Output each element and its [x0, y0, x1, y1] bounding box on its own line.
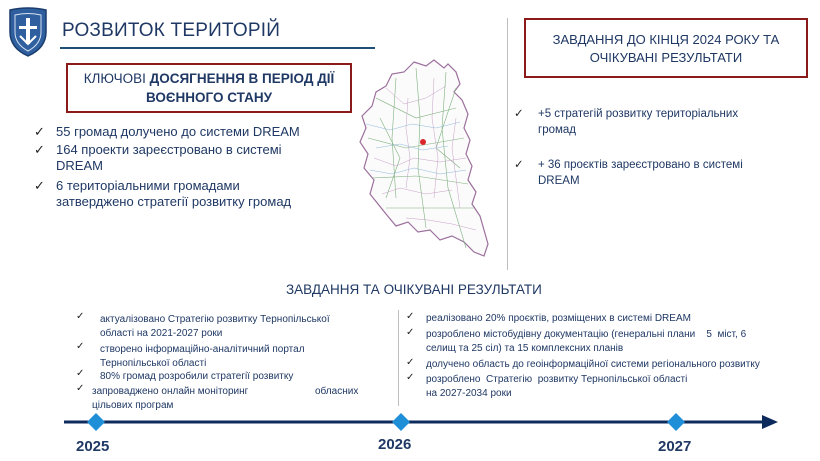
divider [507, 18, 508, 270]
section-title: ЗАВДАННЯ ТА ОЧІКУВАНІ РЕЗУЛЬТАТИ [286, 282, 542, 297]
achievements-box-line1: КЛЮЧОВІ ДОСЯГНЕННЯ В ПЕРІОД ДІЇ [83, 71, 335, 86]
check-icon: ✓ [76, 383, 85, 394]
check-icon: ✓ [76, 341, 85, 352]
check-icon: ✓ [34, 124, 45, 139]
diamond-2026 [392, 413, 410, 431]
timeline-left-list: ✓ актуалізовано Стратегію розвитку Тернопільської області на 2021-2027 роки ✓ створено інформаційно-аналітичний портал Тернопільської області ✓ 80% громад розробили стратегії розвитку ✓ запроваджено онлайн моніторинг обласних цільових програм [76, 311, 359, 411]
title-underline [60, 47, 375, 49]
check-icon: ✓ [406, 357, 415, 368]
achievements-list: ✓ 55 громад долучено до системи DREAM ✓ 164 проекти зареєстровано в системі DREAM ✓ 6 територіальними громадами затверджено стратегії розвитку громад [34, 124, 300, 209]
check-icon: ✓ [406, 327, 415, 338]
coat-of-arms-icon [6, 6, 50, 58]
year-2026: 2026 [378, 436, 412, 453]
check-icon: ✓ [406, 311, 415, 322]
timeline-arrow [62, 410, 782, 434]
check-icon: ✓ [34, 178, 45, 193]
check-icon: ✓ [76, 368, 85, 379]
achievements-box [66, 63, 352, 113]
check-icon: ✓ [514, 108, 524, 120]
check-icon: ✓ [514, 159, 524, 171]
tasks-2024-box-line1: ЗАВДАННЯ ДО КІНЦЯ 2024 РОКУ ТА [552, 32, 780, 47]
check-icon: ✓ [76, 311, 85, 322]
page-title: РОЗВИТОК ТЕРИТОРІЙ [62, 20, 281, 41]
list-item: ✓ + 36 проєктів зареєстровано в системі DREAM [514, 159, 743, 187]
year-2027: 2027 [658, 438, 692, 455]
timeline-right-list: ✓ реалізовано 20% проєктів, розміщених в системі DREAM ✓ розроблено містобудівну документацію (генеральні плани 5 міст, 6 селищ та 25 сіл) та 15 комплексних планів ✓ долучено область до геоінформаційної системи регіонального розвитку ✓ розроблено Стратегію розвитку Тернопільської області на 2027-2034 роки [406, 311, 760, 399]
tasks-2024-box [524, 18, 808, 78]
tasks-2024-list [514, 106, 804, 196]
year-2025: 2025 [76, 438, 110, 455]
diamond-2025 [87, 413, 105, 431]
diamond-2027 [667, 413, 685, 431]
timeline-divider [398, 310, 399, 406]
check-icon: ✓ [406, 372, 415, 383]
tasks-2024-box-line2: ОЧІКУВАНІ РЕЗУЛЬТАТИ [589, 50, 743, 65]
list-item: ✓ +5 стратегій розвитку територіальних громад [514, 108, 739, 136]
check-icon: ✓ [34, 142, 45, 157]
achievements-box-bold: ДОСЯГНЕННЯ В ПЕРІОД ДІЇ [149, 71, 335, 86]
region-map [356, 58, 496, 266]
achievements-box-line2: ВОЄННОГО СТАНУ [146, 90, 272, 105]
